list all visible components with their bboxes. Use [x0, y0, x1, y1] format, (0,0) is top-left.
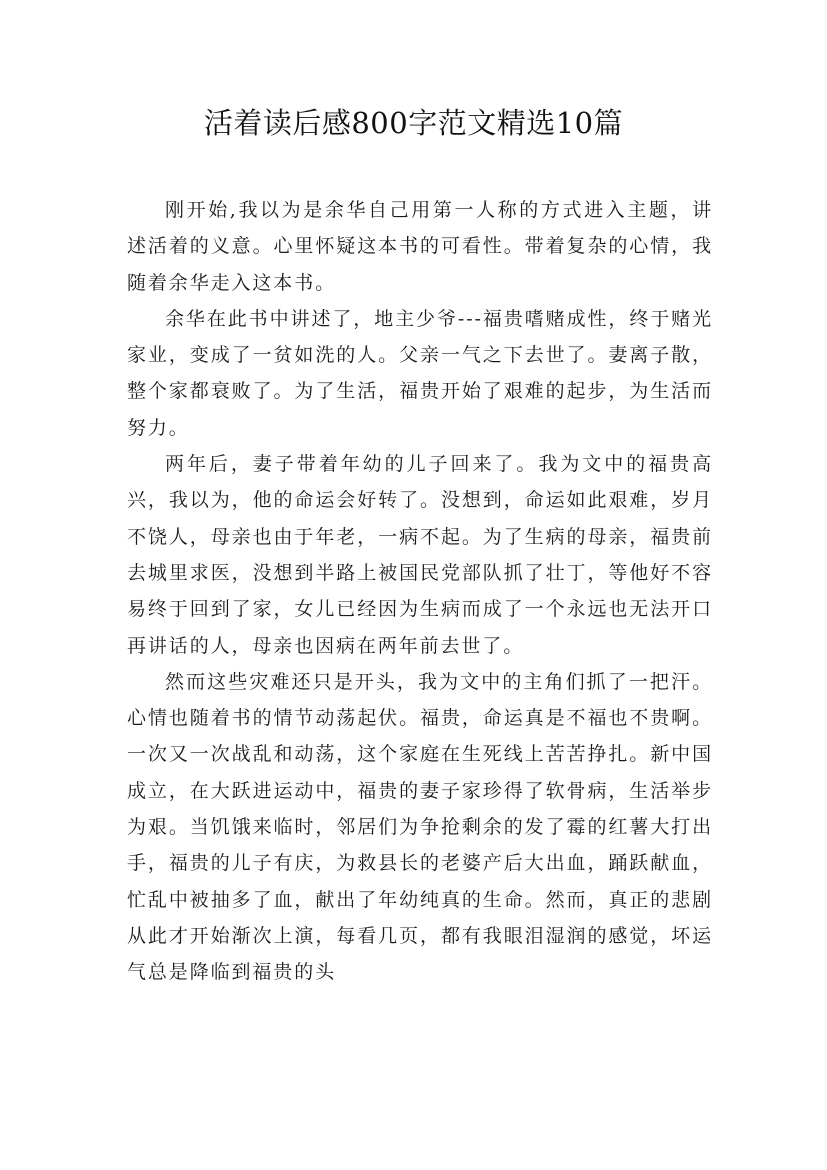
paragraph: 余华在此书中讲述了，地主少爷---福贵嗜赌成性，终于赌光家业，变成了一贫如洗的人。父亲一气之下去世了。妻离子散，整个家都衰败了。为了生活，福贵开始了艰难的起步，为生活而努力。 [127, 307, 713, 439]
paragraph: 然而这些灾难还只是开头，我为文中的主角们抓了一把汗。心情也随着书的情节动荡起伏。福贵，命运真是不福也不贵啊。一次又一次战乱和动荡，这个家庭在生死线上苦苦挣扎。新中国成立，在大跃进运动中，福贵的妻子家珍得了软骨病，生活举步为艰。当饥饿来临时，邻居们为争抢剩余的发了霉的红薯大打出手，福贵的儿子有庆，为救县长的老婆产后大出血，踊跃献血，忙乱中被抽多了血，献出了年幼纯真的生命。然而，真正的悲剧从此才开始渐次上演，每看几页，都有我眼泪湿润的感觉，坏运气总是降临到福贵的头 [127, 670, 713, 984]
paragraph: 两年后，妻子带着年幼的儿子回来了。我为文中的福贵高兴，我以为，他的命运会好转了。没想到，命运如此艰难，岁月不饶人，母亲也由于年老，一病不起。为了生病的母亲，福贵前去城里求医，没想到半路上被国民党部队抓了壮丁，等他好不容易终于回到了家，女儿已经因为生病而成了一个永远也无法开口再讲话的人，母亲也因病在两年前去世了。 [127, 453, 713, 657]
document-title: 活着读后感800字范文精选10篇 [203, 106, 624, 140]
paragraph: 刚开始,我以为是余华自己用第一人称的方式进入主题，讲述活着的义意。心里怀疑这本书的可看性。带着复杂的心情，我随着余华走入这本书。 [127, 199, 713, 294]
document-body [127, 192, 713, 991]
